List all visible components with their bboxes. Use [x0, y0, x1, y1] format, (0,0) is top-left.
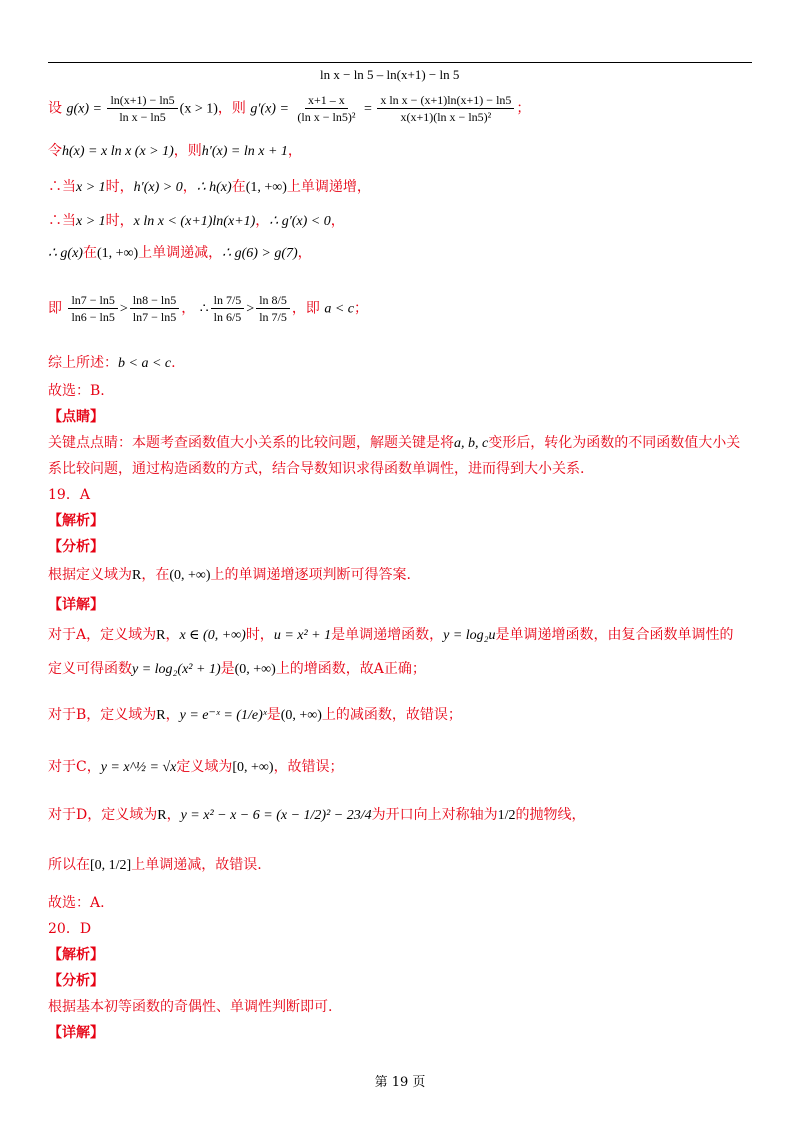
option-a-line-1: 对于A，定义域为R，x ∈ (0, +∞)时，u = x² + 1是单调递增函数，y = log₂u是单调递增函数，由复合函数单调性的	[48, 627, 734, 643]
header-fragment: ln x − ln 5 ‒ ln(x+1) − ln 5	[320, 67, 460, 82]
fraction: $\frac{\ln 7 - \ln 5}{\ln 6 - \ln 5}$	[68, 292, 117, 325]
question-19-number: 19．A	[48, 487, 90, 503]
section-analysis-20: 【解析】	[48, 947, 104, 963]
section-detail: 【详解】	[48, 597, 104, 613]
line-h-increasing: ∴当x > 1时，h′(x) > 0，∴ h(x)在(1, +∞)上单调递增，	[48, 179, 371, 195]
reasoning-text-19: 根据定义域为R，在(0, +∞)上的单调递增逐项判断可得答案.	[48, 567, 411, 583]
section-tip: 【点睛】	[48, 409, 104, 425]
fraction: $\frac{\text{x ln x − (x+1)ln(x+1) − ln5}}{\text{x(x+1)(ln x − ln5)²}}$	[377, 92, 514, 125]
section-reasoning: 【分析】	[48, 539, 104, 555]
fraction: $\frac{\ln 8/5}{\ln 7/5}$	[256, 292, 290, 325]
header-rule	[48, 62, 752, 63]
fraction: $\frac{\ln 8 - \ln 5}{\ln 7 - \ln 5}$	[130, 292, 179, 325]
line-inequality: 即 $\frac{\ln 7 - \ln 5}{\ln 6 - \ln 5}$ > $\frac{\ln 8 - \ln 5}{\ln 7 - \ln 5}$ ， ∴ $\frac{\ln 7/5}{\ln 6/5}$ > $\frac{\ln 8/5}{\ln 7/5}$ ，即 a < c；	[48, 293, 368, 324]
fraction: $\frac{\ln(x+1) - \ln 5}{\text{ln x − ln5}}$	[107, 92, 177, 125]
answer-19: 故选：A.	[48, 895, 105, 911]
section-detail-20: 【详解】	[48, 1025, 104, 1041]
tip-text-2: 系比较问题，通过构造函数的方式，结合导数知识求得函数单调性，进而得到大小关系.	[48, 461, 585, 477]
section-reasoning-20: 【分析】	[48, 973, 104, 989]
fraction: $\frac{\ln 7/5}{\ln 6/5}$	[211, 292, 245, 325]
line-g-decreasing: ∴ g(x)在(1, +∞)上单调递减，∴ g(6) > g(7)，	[48, 245, 312, 261]
option-b: 对于B，定义域为R，y = e⁻ˣ = (1/e)ˣ是(0, +∞)上的减函数，故错误；	[48, 707, 462, 723]
question-20-number: 20．D	[48, 921, 92, 937]
line-define-g: 设 g(x) = $\frac{\ln(x+1) - \ln 5}{\text{ln x − ln5}}$ (x > 1)，则 g′(x) = $\frac{x+1 ‒ x}{\text{(ln x − ln5)²}}$ = $\frac{\text{x ln x − (x+1)ln(x+1) − ln5}}{\text{x(x+1)(ln x − ln5)²}}$ ；	[48, 93, 531, 124]
tip-text-1: 关键点点睛：本题考查函数值大小关系的比较问题，解题关键是将a, b, c变形后，转化为函数的不同函数值大小关	[48, 435, 741, 451]
fraction: $\frac{x+1 ‒ x}{\text{(ln x − ln5)²}}$	[297, 93, 356, 124]
option-c: 对于C，y = x^½ = √x定义域为[0, +∞)，故错误；	[48, 759, 344, 775]
line-define-h: 令h(x) = x ln x (x > 1)，则h′(x) = ln x + 1，	[48, 143, 302, 159]
section-analysis: 【解析】	[48, 513, 104, 529]
reasoning-text-20: 根据基本初等函数的奇偶性、单调性判断即可.	[48, 999, 333, 1015]
line-g-derivative-negative: ∴当x > 1时，x ln x < (x+1)ln(x+1)，∴ g′(x) < 0，	[48, 213, 345, 229]
option-d-line-2: 所以在[0, 1/2]上单调递减，故错误.	[48, 857, 262, 873]
option-a-line-2: 定义可得函数y = log₂(x² + 1)是(0, +∞)上的增函数，故A正确；	[48, 661, 426, 677]
line-conclusion: 综上所述：b < a < c.	[48, 355, 176, 371]
option-d-line-1: 对于D，定义域为R，y = x² − x − 6 = (x − 1/2)² − 23/4为开口向上对称轴为1/2的抛物线，	[48, 807, 586, 823]
answer-18: 故选：B.	[48, 383, 105, 399]
page-number: 第 19 页	[374, 1075, 426, 1090]
